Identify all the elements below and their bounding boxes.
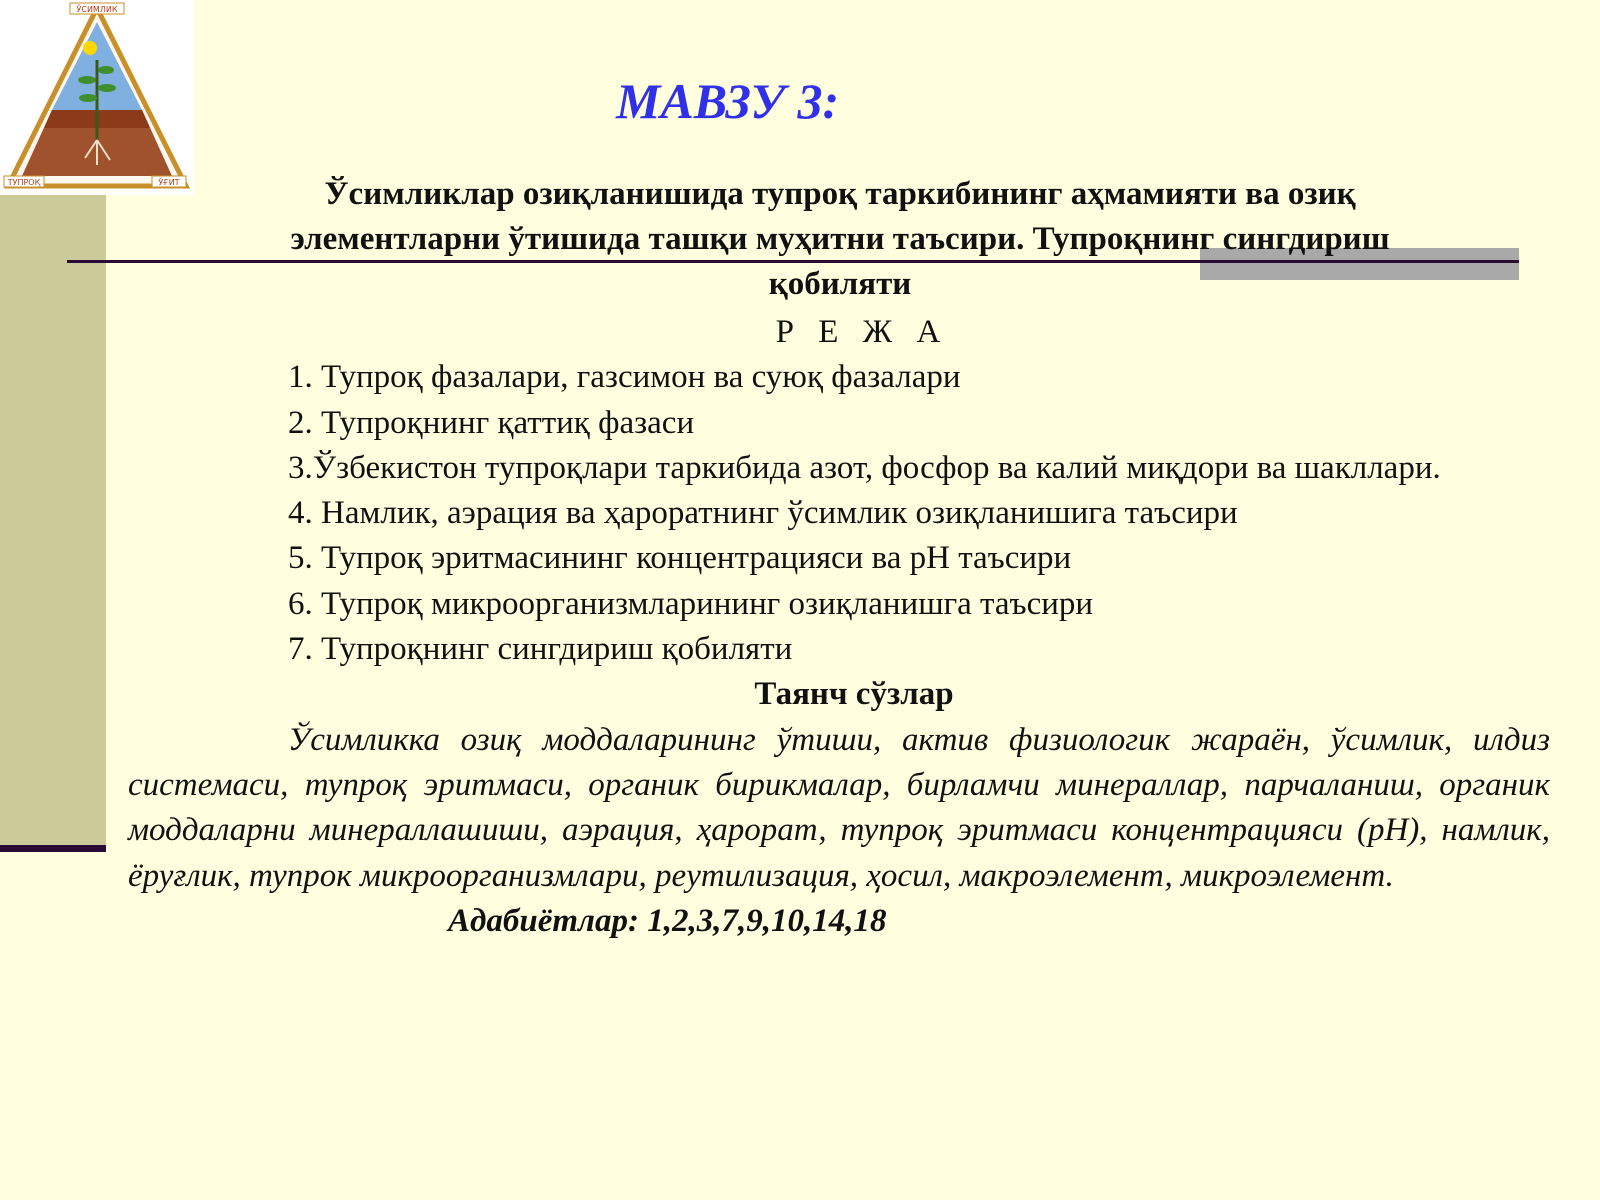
plan-item: 3.Ўзбекистон тупроқлари таркибида азот, фосфор ва калий миқдори ва шакллари. — [288, 449, 1441, 486]
soil-plant-fertilizer-logo — [0, 0, 194, 195]
logo-label-right: ЎҒИТ — [158, 178, 180, 187]
triangle-plant-icon — [0, 0, 194, 195]
plan-item: 2. Тупроқнинг қаттиқ фазаси — [288, 404, 695, 441]
left-decorative-band — [0, 195, 106, 845]
plan-item: 1. Тупроқ фазалари, газсимон ва суюқ фазалари — [288, 359, 961, 396]
topic-title: МАВЗУ 3: — [616, 73, 840, 129]
topic-subtitle — [190, 172, 1490, 307]
plan-item: 4. Намлик, аэрация ва ҳароратнинг ўсимлик озиқланишига таъсири — [288, 495, 1238, 532]
plan-item: 6. Тупроқ микроорганизмларининг озиқланишга таъсири — [288, 585, 1094, 622]
left-band-divider — [0, 845, 106, 852]
references: Адабиётлар: 1,2,3,7,9,10,14,18 — [448, 902, 887, 939]
slide-content — [128, 310, 1550, 944]
plan-heading: Р Е Ж А — [775, 314, 949, 350]
keywords-heading: Таянч сўзлар — [754, 676, 954, 713]
plan-item: 7. Тупроқнинг сингдириш қобиляти — [288, 631, 793, 668]
keywords-text: Ўсимликка озиқ моддаларининг ўтиши, актив физиологик жараён, ўсимлик, илдиз системаси, тупроқ эритмаси, органик бирикмалар, бирламчи минераллар, парчаланиш, органик моддаларни минераллашиши, аэрация, ҳарорат, тупроқ эритмаси концентрацияси (рН), намлик, ёруғлик, тупрок микроорганизмлари, реутилизация, ҳосил, макроэлемент, микроэлемент. — [128, 721, 1550, 894]
subtitle-line: элементларни ўтишида ташқи муҳитни таъсири. Тупроқнинг сингдириш — [290, 221, 1390, 257]
logo-label-top: ЎСИМЛИК — [76, 5, 118, 14]
subtitle-line: қобиляти — [768, 266, 912, 302]
logo-label-left: ТУПРОҚ — [7, 178, 41, 187]
plan-item: 5. Тупроқ эритмасининг концентрацияси ва рН таъсири — [288, 540, 1072, 577]
subtitle-line: Ўсимликлар озиқланишида тупроқ таркибининг аҳмамияти ва озиқ — [324, 176, 1356, 212]
